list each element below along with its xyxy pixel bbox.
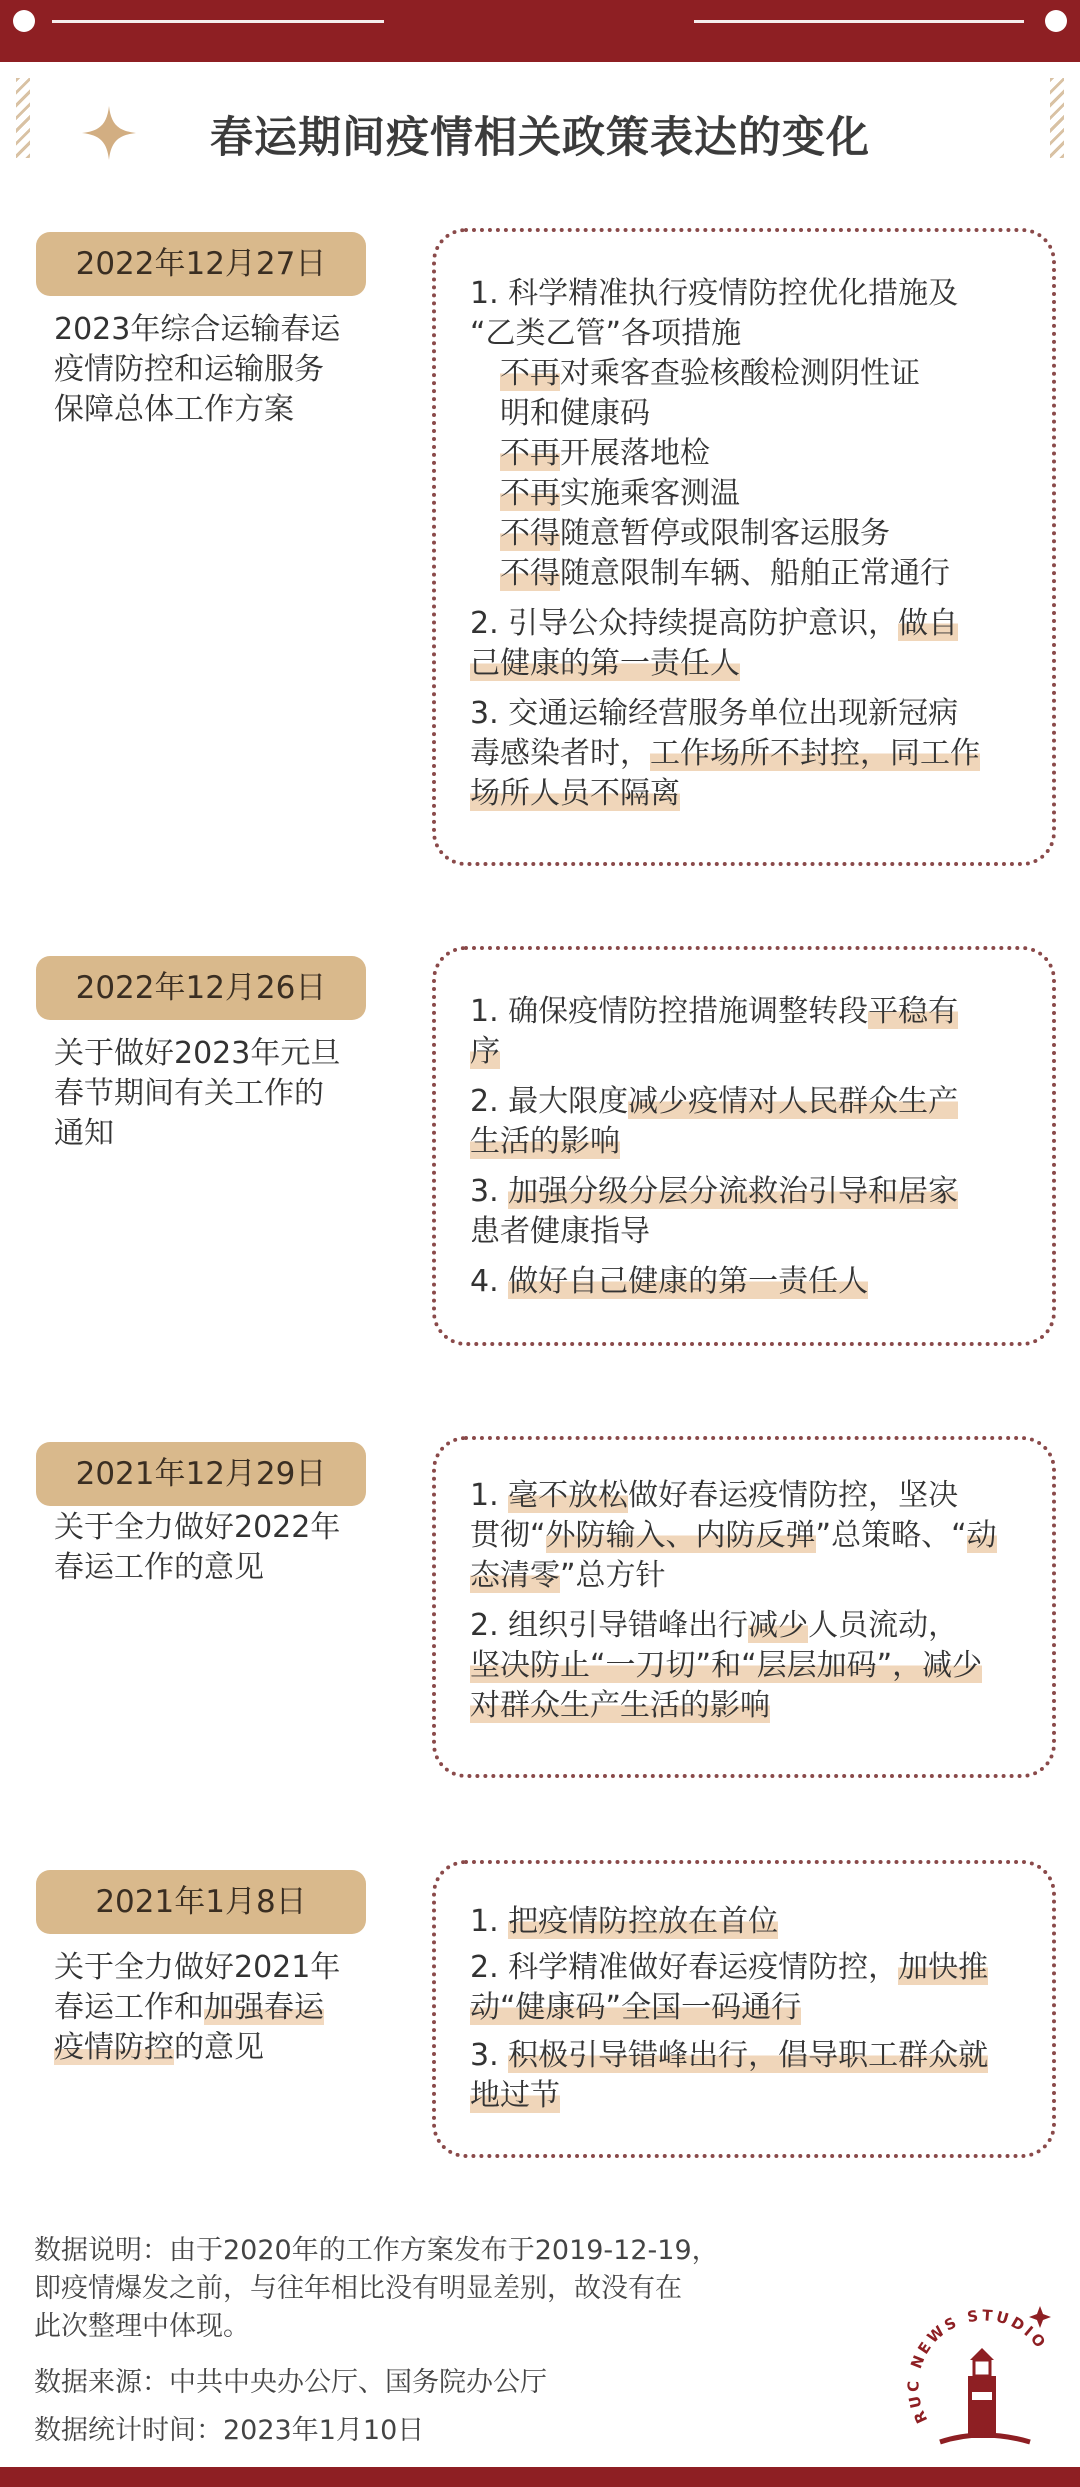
document-title: 关于全力做好2022年 春运工作的意见 — [54, 1510, 341, 1585]
policy-subitem-list — [500, 354, 1020, 594]
policy-item: 2. 组织引导错峰出行减少人员流动， 坚决防止“一刀切”和“层层加码”，减少 对群众生产生活的影响 — [470, 1608, 983, 1723]
policy-item: 1. 把疫情防控放在首位 — [470, 1904, 779, 1939]
policy-subitem: 明和健康码 — [500, 396, 650, 431]
policy-card — [432, 1860, 1056, 2158]
svg-text:RUC NEWS STUDIO: RUC NEWS STUDIO — [904, 2306, 1051, 2427]
policy-subitem: 不得随意暂停或限制客运服务 — [500, 516, 890, 551]
policy-subitem: 不得随意限制车辆、船舶正常通行 — [500, 556, 950, 591]
top-rule-right — [694, 20, 1024, 23]
policy-item: 3. 交通运输经营服务单位出现新冠病 毒感染者时，工作场所不封控，同工作 场所人员不隔离 — [470, 696, 980, 811]
policy-card — [432, 1436, 1056, 1778]
policy-card — [432, 946, 1056, 1346]
top-dot-right — [1045, 10, 1067, 32]
data-stat-time: 数据统计时间：2023年1月10日 — [34, 2415, 425, 2446]
policy-subitem: 不再对乘客查验核酸检测阴性证 — [500, 356, 920, 391]
policy-item: 4. 做好自己健康的第一责任人 — [470, 1264, 869, 1299]
policy-subitem: 不再实施乘客测温 — [500, 476, 740, 511]
date-badge: 2021年12月29日 — [36, 1442, 366, 1506]
date-badge: 2022年12月27日 — [36, 232, 366, 296]
policy-item: 2. 科学精准做好春运疫情防控，加快推 动“健康码”全国一码通行 — [470, 1950, 989, 2025]
page-title: 春运期间疫情相关政策表达的变化 — [210, 113, 870, 163]
top-dot-left — [13, 10, 35, 32]
policy-item: 2. 引导公众持续提高防护意识，做自 己健康的第一责任人 — [470, 606, 959, 681]
policy-item: 1. 确保疫情防控措施调整转段平稳有 序 — [470, 994, 959, 1069]
ruc-news-studio-logo — [900, 2292, 1070, 2462]
document-title: 关于做好2023年元旦 春节期间有关工作的 通知 — [54, 1036, 341, 1151]
document-title: 2023年综合运输春运 疫情防控和运输服务 保障总体工作方案 — [54, 312, 341, 427]
date-badge: 2022年12月26日 — [36, 956, 366, 1020]
policy-item: 1. 毫不放松做好春运疫情防控，坚决 贯彻“外防输入、内防反弹”总策略、“动 态清零”总方针 — [470, 1478, 997, 1593]
top-rule-left — [52, 20, 384, 23]
policy-item: 1. 科学精准执行疫情防控优化措施及 “乙类乙管”各项措施 — [470, 276, 959, 351]
document-title: 关于全力做好2021年 春运工作和加强春运 疫情防控的意见 — [54, 1950, 341, 2065]
policy-item: 2. 最大限度减少疫情对人民群众生产 生活的影响 — [470, 1084, 959, 1159]
bottom-band — [0, 2467, 1080, 2487]
data-source: 数据来源：中共中央办公厅、国务院办公厅 — [34, 2367, 547, 2398]
policy-card — [432, 228, 1056, 866]
policy-item: 3. 积极引导错峰出行，倡导职工群众就 地过节 — [470, 2038, 989, 2113]
date-badge: 2021年1月8日 — [36, 1870, 366, 1934]
policy-item: 3. 加强分级分层分流救治引导和居家 患者健康指导 — [470, 1174, 959, 1249]
data-note: 数据说明：由于2020年的工作方案发布于2019-12-19， 即疫情爆发之前，与往年相比没有明显差别，故没有在 此次整理中体现。 — [34, 2235, 719, 2342]
top-band — [0, 0, 1080, 62]
policy-subitem: 不再开展落地检 — [500, 436, 710, 471]
